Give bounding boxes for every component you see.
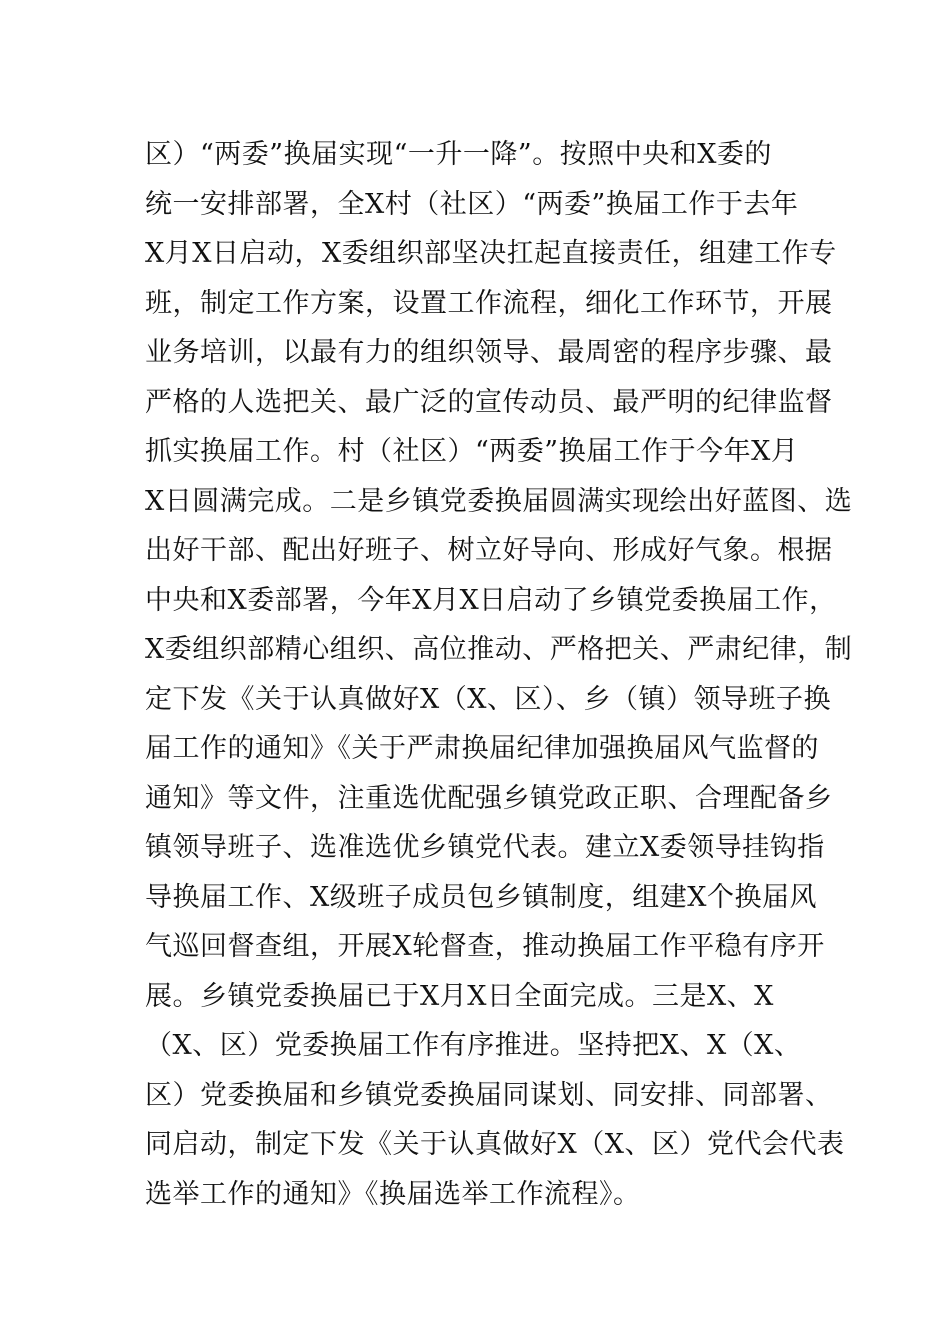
body-paragraph [145, 130, 853, 1219]
text-line: 定下发《关于认真做好X（X、区）、乡（镇）领导班子换 [145, 683, 831, 715]
text-line: 统一安排部署，全X村（社区）“两委”换届工作于去年 [145, 188, 799, 220]
text-line: 出好干部、配出好班子、树立好导向、形成好气象。根据 [145, 535, 833, 566]
text-line: 中央和X委部署，今年X月X日启动了乡镇党委换届工作， [145, 584, 837, 616]
text-line: 展。乡镇党委换届已于X月X日全面完成。三是X、X [145, 980, 774, 1012]
text-line: 严格的人选把关、最广泛的宣传动员、最严明的纪律监督 [145, 386, 833, 418]
text-line: 同启动，制定下发《关于认真做好X（X、区）党代会代表 [145, 1129, 845, 1160]
text-line: 镇领导班子、选准选优乡镇党代表。建立X委领导挂钩指 [145, 832, 825, 863]
text-line: X月X日启动，X委组织部坚决扛起直接责任，组建工作专 [145, 238, 837, 269]
text-line: 通知》等文件，注重选优配强乡镇党政正职、合理配备乡 [145, 782, 833, 814]
text-line: 班，制定工作方案，设置工作流程，细化工作环节，开展 [145, 287, 833, 319]
text-line: X委组织部精心组织、高位推动、严格把关、严肃纪律，制 [145, 634, 853, 665]
text-line: 抓实换届工作。村（社区）“两委”换届工作于今年X月 [145, 436, 799, 467]
text-line: 届工作的通知》《关于严肃换届纪律加强换届风气监督的 [145, 733, 819, 764]
text-line: 导换届工作、X级班子成员包乡镇制度，组建X个换届风 [145, 881, 817, 913]
text-line: 区）“两委”换届实现“一升一降”。按照中央和X委的 [145, 139, 772, 170]
text-line: 气巡回督查组，开展X轮督查，推动换届工作平稳有序开 [145, 931, 825, 962]
text-line: （X、区）党委换届工作有序推进。坚持把X、X（X、 [145, 1030, 802, 1061]
text-line: 选举工作的通知》《换届选举工作流程》。 [145, 1178, 641, 1210]
text-line: 区）党委换届和乡镇党委换届同谋划、同安排、同部署、 [145, 1079, 833, 1111]
text-line: 业务培训，以最有力的组织领导、最周密的程序步骤、最 [145, 337, 833, 368]
text-line: X日圆满完成。二是乡镇党委换届圆满实现绘出好蓝图、选 [145, 485, 853, 517]
